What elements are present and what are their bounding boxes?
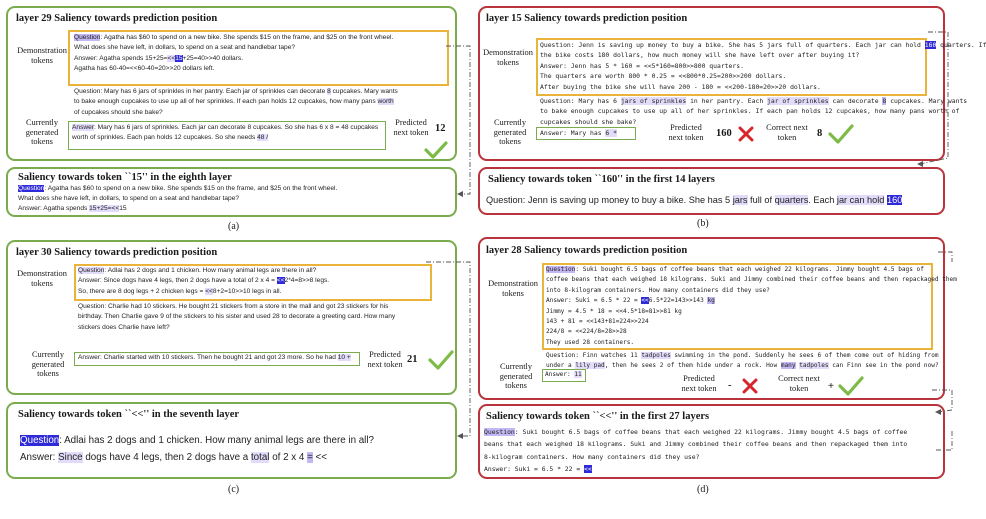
saliency-token: <<: [167, 54, 176, 62]
panel-b2-title: Saliency towards token ``160'' in the first 14 layers: [488, 174, 715, 185]
saliency-token: 11: [574, 371, 582, 378]
text-segment: What does she have left, in dollars, to spend on a seat and handlebar tape?: [74, 44, 296, 52]
saliency-token: <<: [205, 287, 213, 295]
saliency-token: Question: [20, 435, 60, 446]
text-segment: beans that each weighed 18 kilograms. Suki and Jimmy combined their coffee beans and then repackaged them into: [484, 440, 908, 449]
panel-a-demo-label: Demonstration tokens: [17, 46, 67, 65]
text-segment: can Finn see in the pond now?: [828, 362, 939, 370]
text-segment: After buying the bike she will have 200 - 180 = <<200-180=20>>20 dollars.: [540, 82, 821, 91]
saliency-token: 8: [327, 88, 331, 95]
text-segment: 2*4=8>>8 legs.: [284, 277, 330, 285]
saliency-token: many: [780, 362, 796, 370]
panel-d-pred-label: Predicted next token: [681, 374, 717, 393]
arrowhead-d: [935, 409, 941, 415]
saliency-token: 8: [882, 97, 887, 105]
text-segment: Answer: Jenn has 5 * 160 = <<5*160=800>>800 quarters.: [540, 61, 744, 70]
panel-b-correct-value: 8: [817, 128, 823, 139]
text-segment: : Agatha has $60 to spend on a new bike. She spends $15 on the frame, and $25 on the front wheel.: [44, 185, 338, 192]
text-segment: cupcakes. Mary wants: [330, 88, 398, 95]
saliency-token: tadpoles: [799, 362, 829, 370]
text-segment: 8+2=10>>10 legs in all.: [212, 287, 282, 295]
text-segment: Answer: Suki = 6.5 * 22 =: [546, 297, 642, 305]
saliency-token: Question: [74, 34, 101, 41]
text-segment: to bake enough cupcakes to use up all of her sprinkles. If each pan holds 12 cupcakes, how many pans: [74, 98, 378, 106]
saliency-token: 6 *: [605, 129, 617, 137]
text-segment: 224/8 = <<224/8=28>>28: [546, 328, 627, 336]
text-segment: Agatha has 60-40=<<60-40=20>>20 dollars left.: [74, 65, 215, 73]
text-segment: 15: [119, 205, 127, 213]
text-segment: birthday. Then Charlie gave 9 of the stickers to his sister and used 28 to decorate a greeting card. How many: [78, 313, 396, 321]
saliency-token: Question: [546, 266, 576, 273]
text-segment: Answer:: [20, 452, 59, 463]
saliency-token: 160: [924, 41, 937, 49]
text-segment: Answer: Agatha spends 15+25=: [74, 54, 168, 62]
text-segment: Question: Jenn is saving up money to buy a bike. She has 5 jars full of quarters. Each jar can hold: [540, 41, 925, 49]
saliency-token: =: [307, 452, 313, 463]
text-segment: : Adlai has 2 dogs and 1 chicken. How many animal legs are there in all?: [59, 435, 374, 446]
panel-a-pred-label: Predicted next token: [393, 118, 429, 137]
saliency-token: lily pad: [575, 362, 605, 370]
text-segment: , then he sees 2 of them hide under a rock. How: [604, 362, 781, 370]
panel-c-pred-label: Predicted next token: [367, 350, 403, 369]
panel-d-pred-value: -: [728, 380, 732, 391]
text-segment: The quarters are worth 800 * 0.25 = <<800*0.25=200>>200 dollars.: [540, 72, 787, 81]
text-segment: So, there are 8 dog legs + 2 chicken legs =: [78, 287, 206, 295]
text-segment: worth of sprinkles. Each pan holds 12 cupcakes. So she needs: [72, 134, 258, 142]
panel-a-cur-label: Currently generated tokens: [25, 118, 59, 147]
text-segment: Answer: Mary has: [540, 129, 606, 137]
saliency-token: 15+25=<<: [89, 205, 120, 213]
text-segment: 6.5*22=143>>143: [648, 297, 708, 305]
connector-c: [426, 262, 470, 436]
text-segment: swimming in the pond. Suddenly he sees 6 of them come out of hiding from: [670, 352, 939, 359]
saliency-token: Question: [484, 428, 515, 436]
text-segment: Question: Mary has 6 jars of sprinkles in her pantry. Each jar of sprinkles can decorate: [74, 88, 328, 95]
text-segment: : Adlai has 2 dogs and 1 chicken. How many animal legs are there in all?: [104, 267, 317, 274]
text-segment: into 8-kilogram containers. How many containers did they use?: [546, 286, 770, 294]
panel-b-demo-label: Demonstration tokens: [483, 48, 533, 67]
panel-c-demo-label: Demonstration tokens: [17, 269, 67, 288]
text-segment: . Each: [808, 195, 837, 205]
arrowhead-b: [917, 161, 923, 167]
panel-d-correct-label: Correct next token: [778, 374, 820, 393]
saliency-token: total: [250, 452, 270, 463]
text-segment: : Mary has 6 jars of sprinkles. Each jar can decorate 8 cupcakes. So she has 6 x 8 = 48 cupcakes: [94, 124, 379, 131]
text-segment: in her pantry. Each: [686, 97, 768, 105]
connector-b: [920, 32, 948, 164]
text-segment: : Suki bought 6.5 bags of coffee beans that each weighed 22 kilograms. Jimmy bought 4.5 bags of: [575, 266, 924, 273]
text-segment: 143 + 81 = <<143+81=224>>224: [546, 318, 649, 326]
text-segment: 8-kilogram containers. How many containers did they use?: [484, 452, 700, 461]
connector-d: [932, 252, 952, 450]
text-segment: of 2 x 4: [269, 452, 308, 463]
panel-c-title: layer 30 Saliency towards prediction position: [16, 247, 218, 258]
panel-d-demo-label: Demonstration tokens: [488, 279, 538, 298]
panel-b-title: layer 15 Saliency towards prediction position: [486, 13, 688, 24]
saliency-token: tadpoles: [641, 352, 671, 359]
panel-d-cur-label: Currently generated tokens: [499, 362, 533, 391]
panel-a2-title: Saliency towards token ``15'' in the eighth layer: [18, 172, 232, 183]
saliency-token: worth: [377, 98, 394, 106]
saliency-token: jar can hold: [836, 195, 885, 205]
text-segment: Jimmy = 4.5 * 18 = <<4.5*18=81>>81 kg: [546, 307, 682, 315]
text-segment: Answer: Suki = 6.5 * 22 =: [484, 465, 585, 474]
text-segment: : Agatha has $60 to spend on a new bike. She spends $15 on the frame, and $25 on the front wheel.: [100, 34, 394, 41]
caption-b: (b): [697, 218, 709, 229]
saliency-token: jars of sprinkles: [620, 97, 687, 105]
panel-c-pred-value: 21: [407, 354, 418, 365]
text-segment: full of: [747, 195, 775, 205]
connector-a: [446, 46, 470, 194]
panel-b-cur-label: Currently generated tokens: [493, 118, 527, 147]
text-segment: the bike costs 180 dollars, how much money will she have left over after buying it?: [540, 51, 860, 60]
caption-c: (c): [228, 484, 240, 495]
text-segment: +25=40>>40 dollars.: [182, 54, 244, 62]
saliency-token: 48 /: [257, 134, 269, 142]
saliency-token: <<: [276, 277, 285, 285]
saliency-token: jar of sprinkles: [767, 97, 829, 105]
text-segment: cupcakes. Mary wants: [886, 97, 968, 105]
text-segment: Question: Mary has 6: [540, 97, 621, 105]
saliency-token: quarters: [774, 195, 809, 205]
panel-b-pred-value: 160: [716, 128, 732, 139]
saliency-token: kg: [707, 297, 715, 305]
text-segment: coffee beans that each weighed 18 kilograms. Suki and Jimmy combined their coffee beans and then repackaged them: [546, 276, 957, 284]
text-segment: can decorate: [828, 97, 883, 105]
panel-c-cur-label: Currently generated tokens: [31, 350, 65, 379]
arrowhead-a: [457, 191, 463, 197]
saliency-token: Answer: [72, 124, 94, 131]
text-segment: Question: Jenn is saving up money to buy a bike. She has 5: [486, 195, 733, 205]
text-segment: They used 28 containers.: [546, 338, 635, 346]
caption-d: (d): [697, 484, 709, 495]
panel-c2-title: Saliency towards token ``<<'' in the seventh layer: [18, 409, 240, 420]
saliency-token: jars: [732, 195, 748, 205]
saliency-token: <<: [641, 297, 649, 305]
text-segment: Question: Charlie had 10 stickers. He bought 21 stickers from a store in the mall and got 23 stickers for his: [78, 303, 389, 310]
saliency-token: Question: [18, 185, 45, 192]
saliency-token: 10 +: [337, 354, 351, 361]
text-segment: Answer: Charlie started with 10 stickers. Then he bought 21 and got 23 more. So he had: [78, 354, 338, 361]
text-segment: : Suki bought 6.5 bags of coffee beans that each weighed 22 kilograms. Jimmy bought 4.5 bags of coffee: [514, 428, 908, 436]
saliency-token: Question: [78, 267, 105, 274]
saliency-token: Since: [58, 452, 83, 463]
text-segment: to bake enough cupcakes to use up all of her sprinkles. If each pan holds 12 cupcakes, how many pans worth of: [540, 107, 960, 116]
text-segment: quarters. If: [936, 41, 986, 49]
saliency-token: <<: [584, 465, 592, 474]
text-segment: Question: Finn watches 11: [546, 352, 642, 359]
text-segment: Answer: Agatha spends: [18, 205, 90, 213]
text-segment: of cupcakes should she bake?: [74, 108, 163, 116]
panel-a-pred-value: 12: [435, 123, 446, 134]
text-segment: <<: [312, 452, 327, 463]
text-segment: under a: [546, 362, 576, 370]
panel-d-correct-value: +: [828, 381, 834, 392]
panel-d2-title: Saliency towards token ``<<'' in the first 27 layers: [486, 411, 710, 422]
saliency-token: 15: [175, 54, 183, 62]
panel-b-pred-label: Predicted next token: [668, 123, 704, 142]
saliency-token: 160: [886, 195, 903, 205]
panel-a-title: layer 29 Saliency towards prediction position: [16, 13, 218, 24]
text-segment: What does she have left, in dollars, to spend on a seat and handlebar tape?: [18, 195, 240, 203]
panel-d-title: layer 28 Saliency towards prediction position: [486, 245, 688, 256]
text-segment: stickers does Charlie have left?: [78, 323, 170, 331]
text-segment: Answer: Since dogs have 4 legs, then 2 dogs have a total of 2 x 4 =: [78, 277, 277, 285]
text-segment: dogs have 4 legs, then 2 dogs have a: [82, 452, 251, 463]
caption-a: (a): [228, 221, 240, 232]
arrowhead-c: [457, 433, 463, 439]
text-segment: cupcakes should she bake?: [540, 117, 637, 126]
text-segment: Answer:: [545, 371, 575, 378]
panel-b-correct-label: Correct next token: [766, 123, 808, 142]
